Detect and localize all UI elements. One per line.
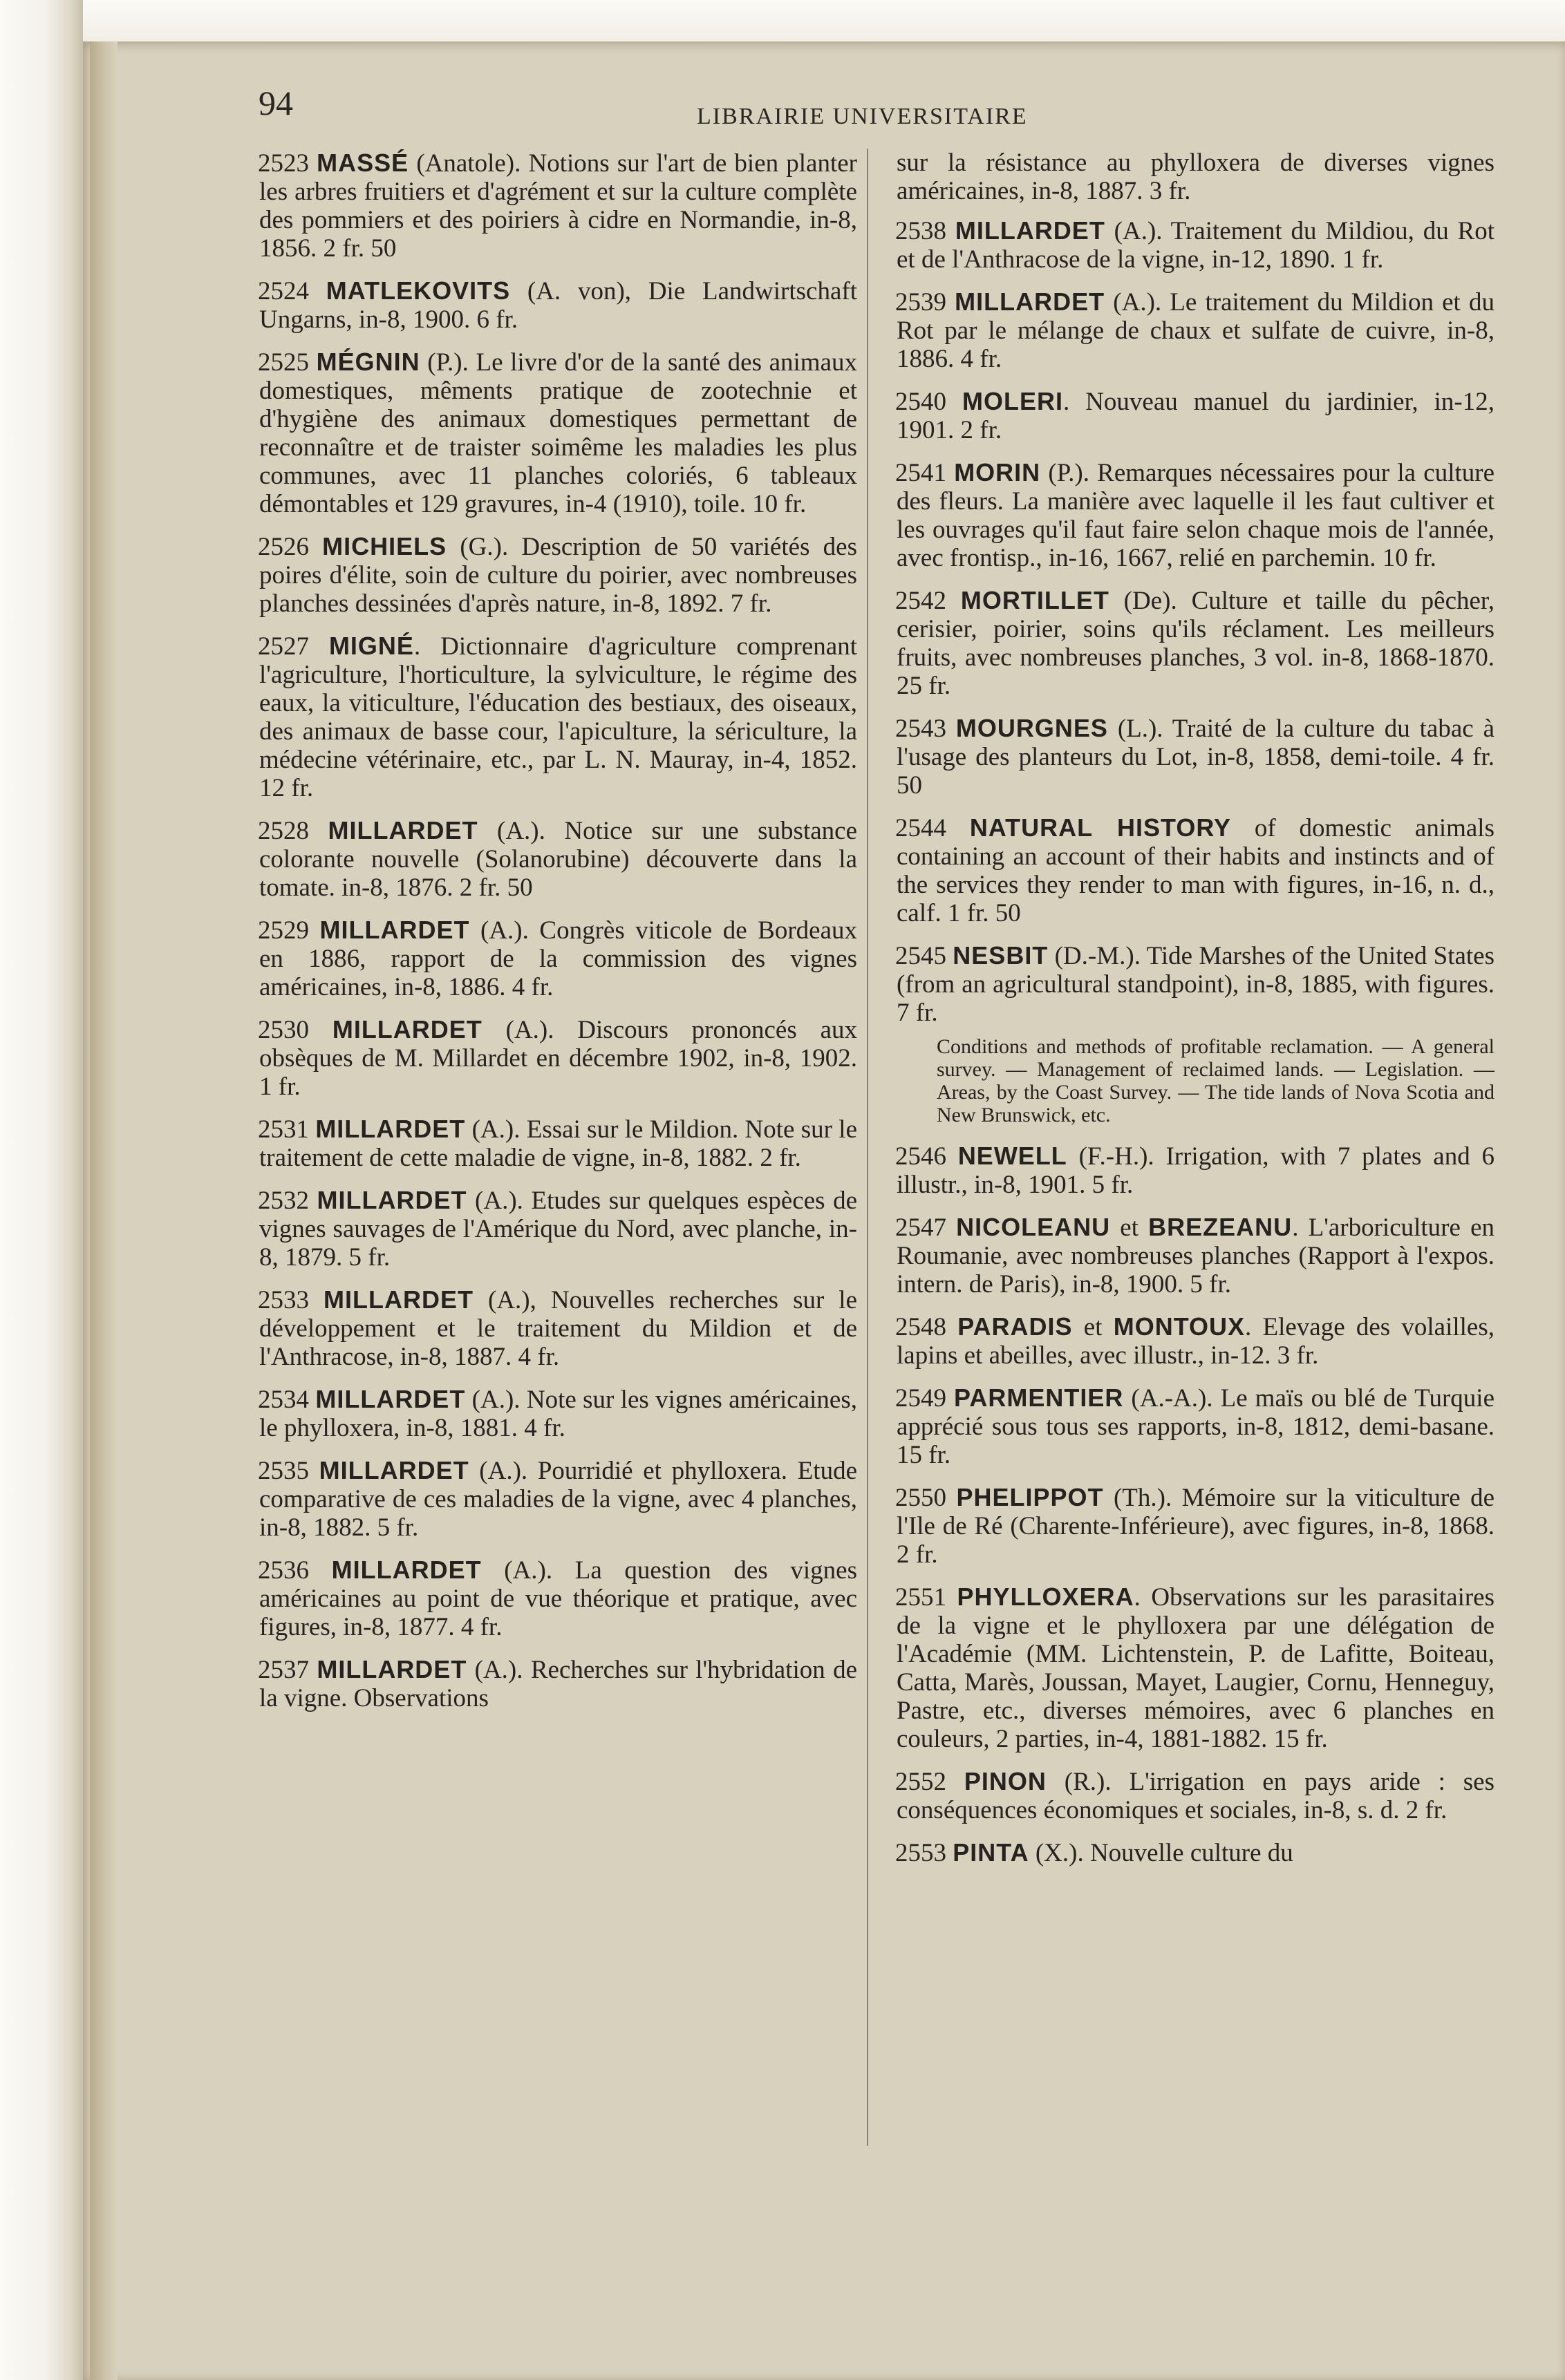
entry-number: 2539	[895, 288, 946, 317]
entry-price: 7 fr.	[897, 999, 938, 1027]
entry-number: 2530	[258, 1016, 309, 1044]
entry-price: 5 fr.	[377, 1513, 419, 1542]
running-head: LIBRAIRIE UNIVERSITAIRE	[697, 104, 1028, 129]
entry-author: MILLARDET	[955, 216, 1105, 245]
entry-author: NATURAL HISTORY	[969, 813, 1232, 842]
catalog-entry	[259, 1285, 857, 1371]
entry-author: NEWELL	[957, 1142, 1067, 1170]
entry-text: sur la résistance au phylloxera de diverses vignes américaines, in-8, 1887.	[897, 149, 1494, 205]
entry-text: (P.). Le livre d'or de la santé des animaux domestiques, mêments pratique de zootechnie et d'hygiène des animaux domestiques permettant de reconnaître et de traister soimême les maladies les plus communes, avec 11 planches coloriés, 6 tableaux démontables et 129 gravures, in-4 (1910), toile.	[259, 348, 858, 518]
entry-author: MORIN	[954, 458, 1041, 487]
entry-price: 2 fr.	[760, 1144, 801, 1172]
entry-text: (A.), Nouvelles recherches sur le développement et le traitement du Mildion et de l'Anthracose, in-8, 1887.	[259, 1286, 857, 1371]
catalog-entry	[259, 1655, 857, 1712]
catalog-entry	[897, 1142, 1494, 1199]
entry-text: . Nouveau manuel du jardinier, in-12, 1901.	[897, 388, 1495, 444]
entry-text: (P.). Remarques nécessaires pour la culture des fleurs. La manière avec laquelle il les faut cultiver et les ouvrages qu'il faut faire selon chaque mois de l'année, avec frontisp., in-16, 1667, relié en parchemin.	[897, 459, 1494, 572]
entry-price: 5 fr.	[1091, 1171, 1134, 1199]
entry-price: 25 fr.	[897, 672, 951, 700]
entry-price: 4 fr.	[524, 1414, 565, 1442]
entry-number: 2550	[895, 1484, 946, 1512]
catalog-entry	[259, 276, 857, 334]
entry-text: (A.-A.). Le maïs ou blé de Turquie apprécié sous tous ses rapports, in-8, 1812, demi-basane.	[897, 1384, 1495, 1441]
entry-author: MILLARDET	[315, 1385, 466, 1413]
entry-text: (A.). La question des vignes américaines au point de vue théorique et pratique, avec figures, in-8, 1877.	[259, 1556, 857, 1641]
entry-price: 10 fr.	[752, 490, 807, 518]
entry-number: 2548	[895, 1313, 946, 1341]
entry-author: MILLARDET	[315, 1115, 466, 1143]
entry-author: MORTILLET	[960, 586, 1109, 614]
catalog-entry	[897, 149, 1494, 205]
catalog-entry	[897, 714, 1494, 800]
catalog-entry	[259, 532, 857, 618]
catalog-entry	[897, 1213, 1494, 1298]
entry-number: 2531	[258, 1115, 309, 1144]
entry-text: (A.). Notice sur une substance colorante nouvelle (Solanorubine) découverte dans la tomate. in-8, 1876.	[259, 817, 857, 902]
catalog-entry	[897, 1383, 1494, 1469]
entry-number: 2537	[258, 1656, 309, 1684]
entry-price: 1 fr.	[1342, 245, 1384, 274]
page-number: 94	[259, 84, 293, 122]
entry-text: (A.). Le traitement du Mildion et du Rot par le mélange de chaux et sulfate de cuivre, in-8, 1886.	[897, 288, 1494, 373]
entry-text: (A.). Pourridié et phylloxera. Etude comparative de ces maladies de la vigne, avec 4 planches, in-8, 1882.	[259, 1457, 858, 1542]
entry-price: 12 fr.	[259, 774, 314, 802]
entry-text: (L.). Traité de la culture du tabac à l'usage des planteurs du Lot, in-8, 1858, demi-toile.	[897, 715, 1495, 771]
entry-text: (A.). Congrès viticole de Bordeaux en 1886, rapport de la commission des vignes américaines, in-8, 1886.	[259, 916, 858, 1001]
entry-author: MILLARDET	[319, 1456, 469, 1484]
entry-number: 2549	[895, 1384, 946, 1413]
entry-price: 2 fr.	[1405, 1796, 1447, 1824]
entry-number: 2529	[258, 916, 309, 945]
entry-text: (A.). Traitement du Mildiou, du Rot et de l'Anthracose de la vigne, in-12, 1890.	[897, 217, 1494, 274]
entry-price: 4 fr.	[460, 1613, 503, 1641]
entry-number: 2545	[895, 942, 946, 970]
entry-text: (A.). Etudes sur quelques espèces de vignes sauvages de l'Amérique du Nord, avec planche, in-8, 1879.	[259, 1187, 858, 1272]
entry-author: MILLARDET	[319, 916, 470, 944]
entry-price: 3 fr.	[1149, 177, 1191, 205]
catalog-entry	[897, 1767, 1494, 1824]
entry-author: MASSÉ	[317, 149, 409, 177]
entry-number: 2535	[258, 1457, 309, 1485]
entry-text: (R.). L'irrigation en pays aride : ses conséquences économiques et sociales, in-8, s. d.	[897, 1768, 1495, 1824]
entry-author: MILLARDET	[317, 1186, 467, 1214]
left-margin	[0, 0, 83, 2380]
entry-text: . Dictionnaire d'agriculture comprenant l'agriculture, l'horticulture, la sylviculture, le régime des eaux, la viticulture, l'éducation des bestiaux, des oiseaux, des animaux de basse cour, l'apiculture, la sériculture, la médecine vétérinaire, etc., par L. N. Mauray, in-4, 1852.	[259, 632, 857, 774]
entry-price: 2 fr.	[960, 416, 1002, 444]
entry-author: MICHIELS	[322, 532, 447, 560]
catalog-entry	[259, 1456, 857, 1542]
catalog-entry	[259, 348, 857, 518]
entry-price: 2 fr. 50	[459, 873, 533, 902]
entry-text: (F.-H.). Irrigation, with 7 plates and 6 illustr., in-8, 1901.	[897, 1142, 1495, 1199]
entry-author: MILLARDET	[324, 1285, 474, 1314]
entry-text: (D.-M.). Tide Marshes of the United States (from an agricultural standpoint), in-8, 1885, with figures.	[897, 942, 1494, 999]
catalog-entry	[259, 1115, 857, 1172]
entry-price: 4 fr. 50	[897, 743, 1495, 800]
entry-price: 15 fr.	[897, 1441, 951, 1469]
entry-price: 6 fr.	[476, 305, 518, 334]
right-column	[897, 149, 1494, 1881]
entry-number: 2544	[895, 814, 946, 842]
entry-text: of domestic animals containing an account of their habits and instincts and of the services they render to man with figures, in-16, n. d., calf.	[897, 814, 1494, 927]
entry-number: 2527	[258, 632, 309, 661]
entry-author: MILLARDET	[328, 816, 478, 844]
catalog-entry	[897, 387, 1494, 444]
entry-author: MOLERI	[962, 387, 1063, 415]
entry-author: MILLARDET	[955, 287, 1105, 316]
catalog-entry	[259, 149, 857, 263]
entry-author: MIGNÉ	[328, 632, 414, 660]
entry-number: 2524	[258, 277, 309, 305]
entry-note: Conditions and methods of profitable reclamation. — A general survey. — Management of reclaimed lands. — Legislation. — Areas, by the Coast Survey. — The tide lands of Nova Scotia and New Brunswick, etc.	[937, 1035, 1494, 1126]
entry-price: 10 fr.	[1382, 544, 1436, 572]
catalog-entry	[897, 1312, 1494, 1370]
entry-text: (Anatole). Notions sur l'art de bien planter les arbres fruitiers et d'agrément et sur la culture complète des pommiers et des poiriers à cidre en Normandie, in-8, 1856.	[259, 149, 857, 263]
entry-text: (A.). Discours prononcés aux obsèques de M. Millardet en décembre 1902, in-8, 1902.	[259, 1016, 857, 1073]
entry-author: MILLARDET	[332, 1015, 482, 1043]
entry-number: 2528	[258, 817, 309, 845]
entry-number: 2523	[258, 149, 309, 178]
entry-price: 5 fr.	[348, 1243, 391, 1272]
catalog-entry	[897, 1838, 1494, 1867]
catalog-entry	[259, 1556, 857, 1641]
entry-number: 2534	[258, 1386, 309, 1414]
page-gutter	[90, 41, 118, 2380]
entry-price: 1 fr. 50	[947, 899, 1021, 927]
entry-author: MOURGNES	[955, 714, 1108, 742]
top-margin	[0, 0, 1565, 41]
column-divider	[867, 149, 868, 2146]
catalog-entry	[897, 287, 1494, 373]
catalog-entry	[897, 941, 1494, 1027]
entry-conjunction: et	[1110, 1213, 1149, 1242]
catalog-entry	[259, 1186, 857, 1272]
entry-text: (A.). Essai sur le Mildion. Note sur le traitement de cette maladie de vigne, in-8, 1882.	[259, 1115, 857, 1172]
entry-number: 2532	[258, 1187, 309, 1215]
entry-author: PHELIPPOT	[956, 1483, 1104, 1511]
entry-price: 3 fr.	[1277, 1341, 1319, 1370]
entry-number: 2538	[895, 217, 946, 245]
entry-number: 2553	[895, 1839, 946, 1867]
entry-price: 7 fr.	[730, 589, 772, 618]
entry-author: NESBIT	[953, 941, 1049, 970]
catalog-entry	[897, 1583, 1494, 1753]
entry-number: 2526	[258, 533, 309, 561]
entry-text: (A.). Note sur les vignes américaines, le phylloxera, in-8, 1881.	[259, 1386, 857, 1442]
entry-price: 1 fr.	[259, 1073, 301, 1101]
entry-price: 4 fr.	[512, 973, 554, 1001]
catalog-entry	[259, 1385, 857, 1442]
catalog-entry	[897, 458, 1494, 572]
entry-price: 5 fr.	[1190, 1270, 1232, 1298]
entry-text: (Th.). Mémoire sur la viticulture de l'Ile de Ré (Charente-Inférieure), avec figures, in-8, 1868.	[897, 1484, 1495, 1540]
entry-text: . Observations sur les parasitaires de la vigne et le phylloxera par une délégation de l'Académie (MM. Lichtenstein, P. de Lafitte, Boiteau, Catta, Marès, Joussan, Mayet, Laugier, Cornu, Henneguy, Pastre, etc., diverses mémoires, avec 6 planches en couleurs, 2 parties, in-4, 1881-1882.	[897, 1583, 1494, 1753]
entry-number: 2541	[895, 459, 946, 487]
entry-text: (A.). Recherches sur l'hybridation de la vigne. Observations	[259, 1656, 858, 1712]
entry-text: (G.). Description de 50 variétés des poires d'élite, soin de culture du poirier, avec nombreuses planches dessinées d'après nature, in-8, 1892.	[259, 533, 857, 618]
entry-author: PINON	[964, 1767, 1047, 1795]
entry-price: 2 fr. 50	[323, 234, 397, 263]
entry-text: . Elevage des volailles, lapins et abeilles, avec illustr., in-12.	[897, 1313, 1495, 1370]
entry-number: 2525	[258, 348, 309, 377]
entry-price: 2 fr.	[897, 1540, 938, 1569]
entry-number: 2546	[895, 1142, 946, 1171]
entry-author: PINTA	[953, 1838, 1029, 1867]
catalog-entry	[259, 916, 857, 1001]
entry-text: . L'arboriculture en Roumanie, avec nombreuses planches (Rapport à l'expos. intern. de Paris), in-8, 1900.	[897, 1213, 1495, 1298]
entry-price: 15 fr.	[1273, 1725, 1328, 1753]
entry-author: PHYLLOXERA	[957, 1583, 1134, 1611]
left-column	[259, 149, 857, 1726]
entry-author: MONTOUX	[1113, 1312, 1246, 1341]
catalog-entry	[897, 586, 1494, 700]
entry-number: 2540	[895, 388, 946, 416]
catalog-entry	[897, 216, 1494, 274]
entry-author: MATLEKOVITS	[326, 276, 511, 305]
catalog-entry	[259, 632, 857, 802]
entry-author: PARADIS	[957, 1312, 1073, 1341]
catalog-entry	[897, 1483, 1494, 1569]
entry-author: NICOLEANU	[956, 1213, 1111, 1241]
catalog-entry	[259, 1015, 857, 1101]
entry-price: 4 fr.	[518, 1343, 560, 1371]
entry-conjunction: et	[1072, 1313, 1114, 1341]
entry-number: 2542	[895, 587, 946, 615]
entry-author: MÉGNIN	[316, 348, 420, 376]
entry-number: 2543	[895, 715, 946, 743]
entry-author: BREZEANU	[1148, 1213, 1293, 1241]
entry-number: 2533	[258, 1286, 309, 1314]
catalog-entry	[259, 816, 857, 902]
entry-author: PARMENTIER	[954, 1383, 1124, 1412]
entry-number: 2536	[258, 1556, 309, 1585]
entry-author: MILLARDET	[317, 1655, 467, 1683]
entry-text: (A. von), Die Landwirtschaft Ungarns, in-8, 1900.	[259, 277, 857, 334]
entry-price: 4 fr.	[960, 345, 1002, 373]
entry-number: 2552	[895, 1768, 946, 1796]
entry-author: MILLARDET	[331, 1556, 482, 1584]
entry-number: 2551	[895, 1583, 946, 1612]
entry-text: (X.). Nouvelle culture du	[1029, 1839, 1293, 1867]
entry-text: (De). Culture et taille du pêcher, cerisier, poirier, soins qu'ils réclament. Les meilleurs fruits, avec nombreuses planches, 3 vol. in-8, 1868-1870.	[897, 587, 1494, 672]
entry-number: 2547	[895, 1213, 946, 1242]
catalog-entry	[897, 813, 1494, 927]
